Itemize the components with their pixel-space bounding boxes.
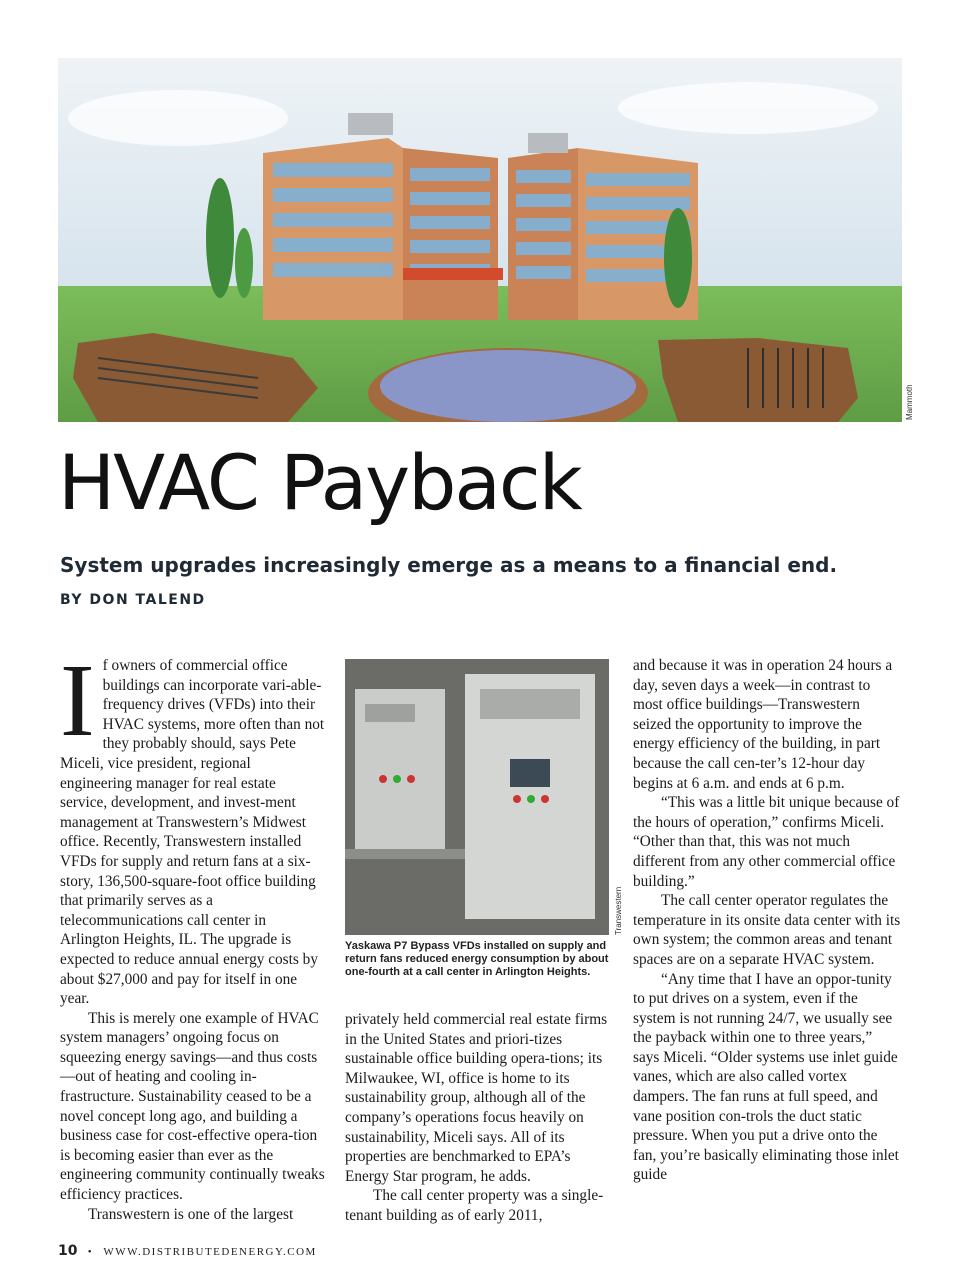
article-byline: BY DON TALEND bbox=[60, 592, 206, 608]
body-column-3 bbox=[633, 656, 901, 1185]
body-column-1 bbox=[60, 643, 326, 1224]
body-paragraph: If owners of commercial office buildings can incorporate vari-able-frequency drives (VFDs) into their HVAC systems, more often than not they probably should, says Pete Miceli, vice president, regional engineering manager for real estate service, development, and invest-ment management at Transwestern’s Midwest office. Recently, Transwestern installed VFDs for supply and return fans at a six-story, 136,500-square-foot office building that primarily serves as a telecommunications call center in Arlington Heights, IL. The upgrade is expected to reduce annual energy costs by about $27,000 and pay for itself in one year. bbox=[60, 643, 325, 1008]
photo-caption: Yaskawa P7 Bypass VFDs installed on supply and return fans reduced energy consumption by about one-fourth at a call center in Arlington Heights. bbox=[345, 940, 609, 978]
vfd-photo bbox=[345, 659, 609, 935]
body-column-2 bbox=[345, 1010, 617, 1226]
hero-photo-credit: Mammoth bbox=[905, 384, 914, 420]
hero-illustration bbox=[58, 58, 902, 422]
drop-cap: I bbox=[60, 643, 95, 758]
body-paragraph: privately held commercial real estate firms in the United States and priori-tizes sustainable office building opera-tions; its Milwaukee, WI, office is home to its sustainability group, although all of the company’s operations focus heavily on sustainability, Miceli says. All of its properties are benchmarked to EPA’s Energy Star program, he adds. bbox=[345, 1011, 608, 1185]
body-paragraph: This is merely one example of HVAC system managers’ ongoing focus on squeezing energy savings—and thus costs—out of heating and cooling in-frastructure. Sustainability ceased to be a novel concept long ago, and building a business case for cost-effective opera-tion is becoming easier than ever as the engineering community continually tweaks efficiency practices. bbox=[60, 1009, 325, 1204]
page-number: 10 bbox=[58, 1243, 78, 1259]
footer-separator: • bbox=[87, 1246, 94, 1258]
article-title: HVAC Payback bbox=[58, 438, 581, 527]
article-deck: System upgrades increasingly emerge as a means to a financial end. bbox=[60, 553, 838, 577]
photo-credit: Transwestern bbox=[614, 886, 623, 935]
body-paragraph: “This was a little bit unique because of the hours of operation,” confirms Miceli. “Other than that, this was not much different from any other commercial office building.” bbox=[633, 794, 900, 890]
body-paragraph: Transwestern is one of the largest bbox=[88, 1205, 294, 1223]
page-footer bbox=[58, 1243, 317, 1259]
body-paragraph: The call center property was a single-tenant building as of early 2011, bbox=[345, 1187, 604, 1224]
footer-website: WWW.DISTRIBUTEDENERGY.COM bbox=[103, 1246, 317, 1258]
body-paragraph: “Any time that I have an oppor-tunity to put drives on a system, even if the system is not running 24/7, we usually see the payback within one to three years,” says Miceli. “Older systems use inlet guide vanes, which are also called vortex dampers. The fan runs at full speed, and vane position con-trols the duct static pressure. When you put a drive onto the fan, you’re basically eliminating those inlet guide bbox=[633, 970, 899, 1184]
body-paragraph: and because it was in operation 24 hours a day, seven days a week—in contrast to most office buildings—Transwestern seized the opportunity to improve the energy efficiency of the building, in part because the call cen-ter’s 12-hour day begins at 6 a.m. and ends at 6 p.m. bbox=[633, 657, 893, 792]
body-paragraph: The call center operator regulates the temperature in its onsite data center with its own system; the common areas and tenant spaces are on a separate HVAC system. bbox=[633, 892, 901, 968]
